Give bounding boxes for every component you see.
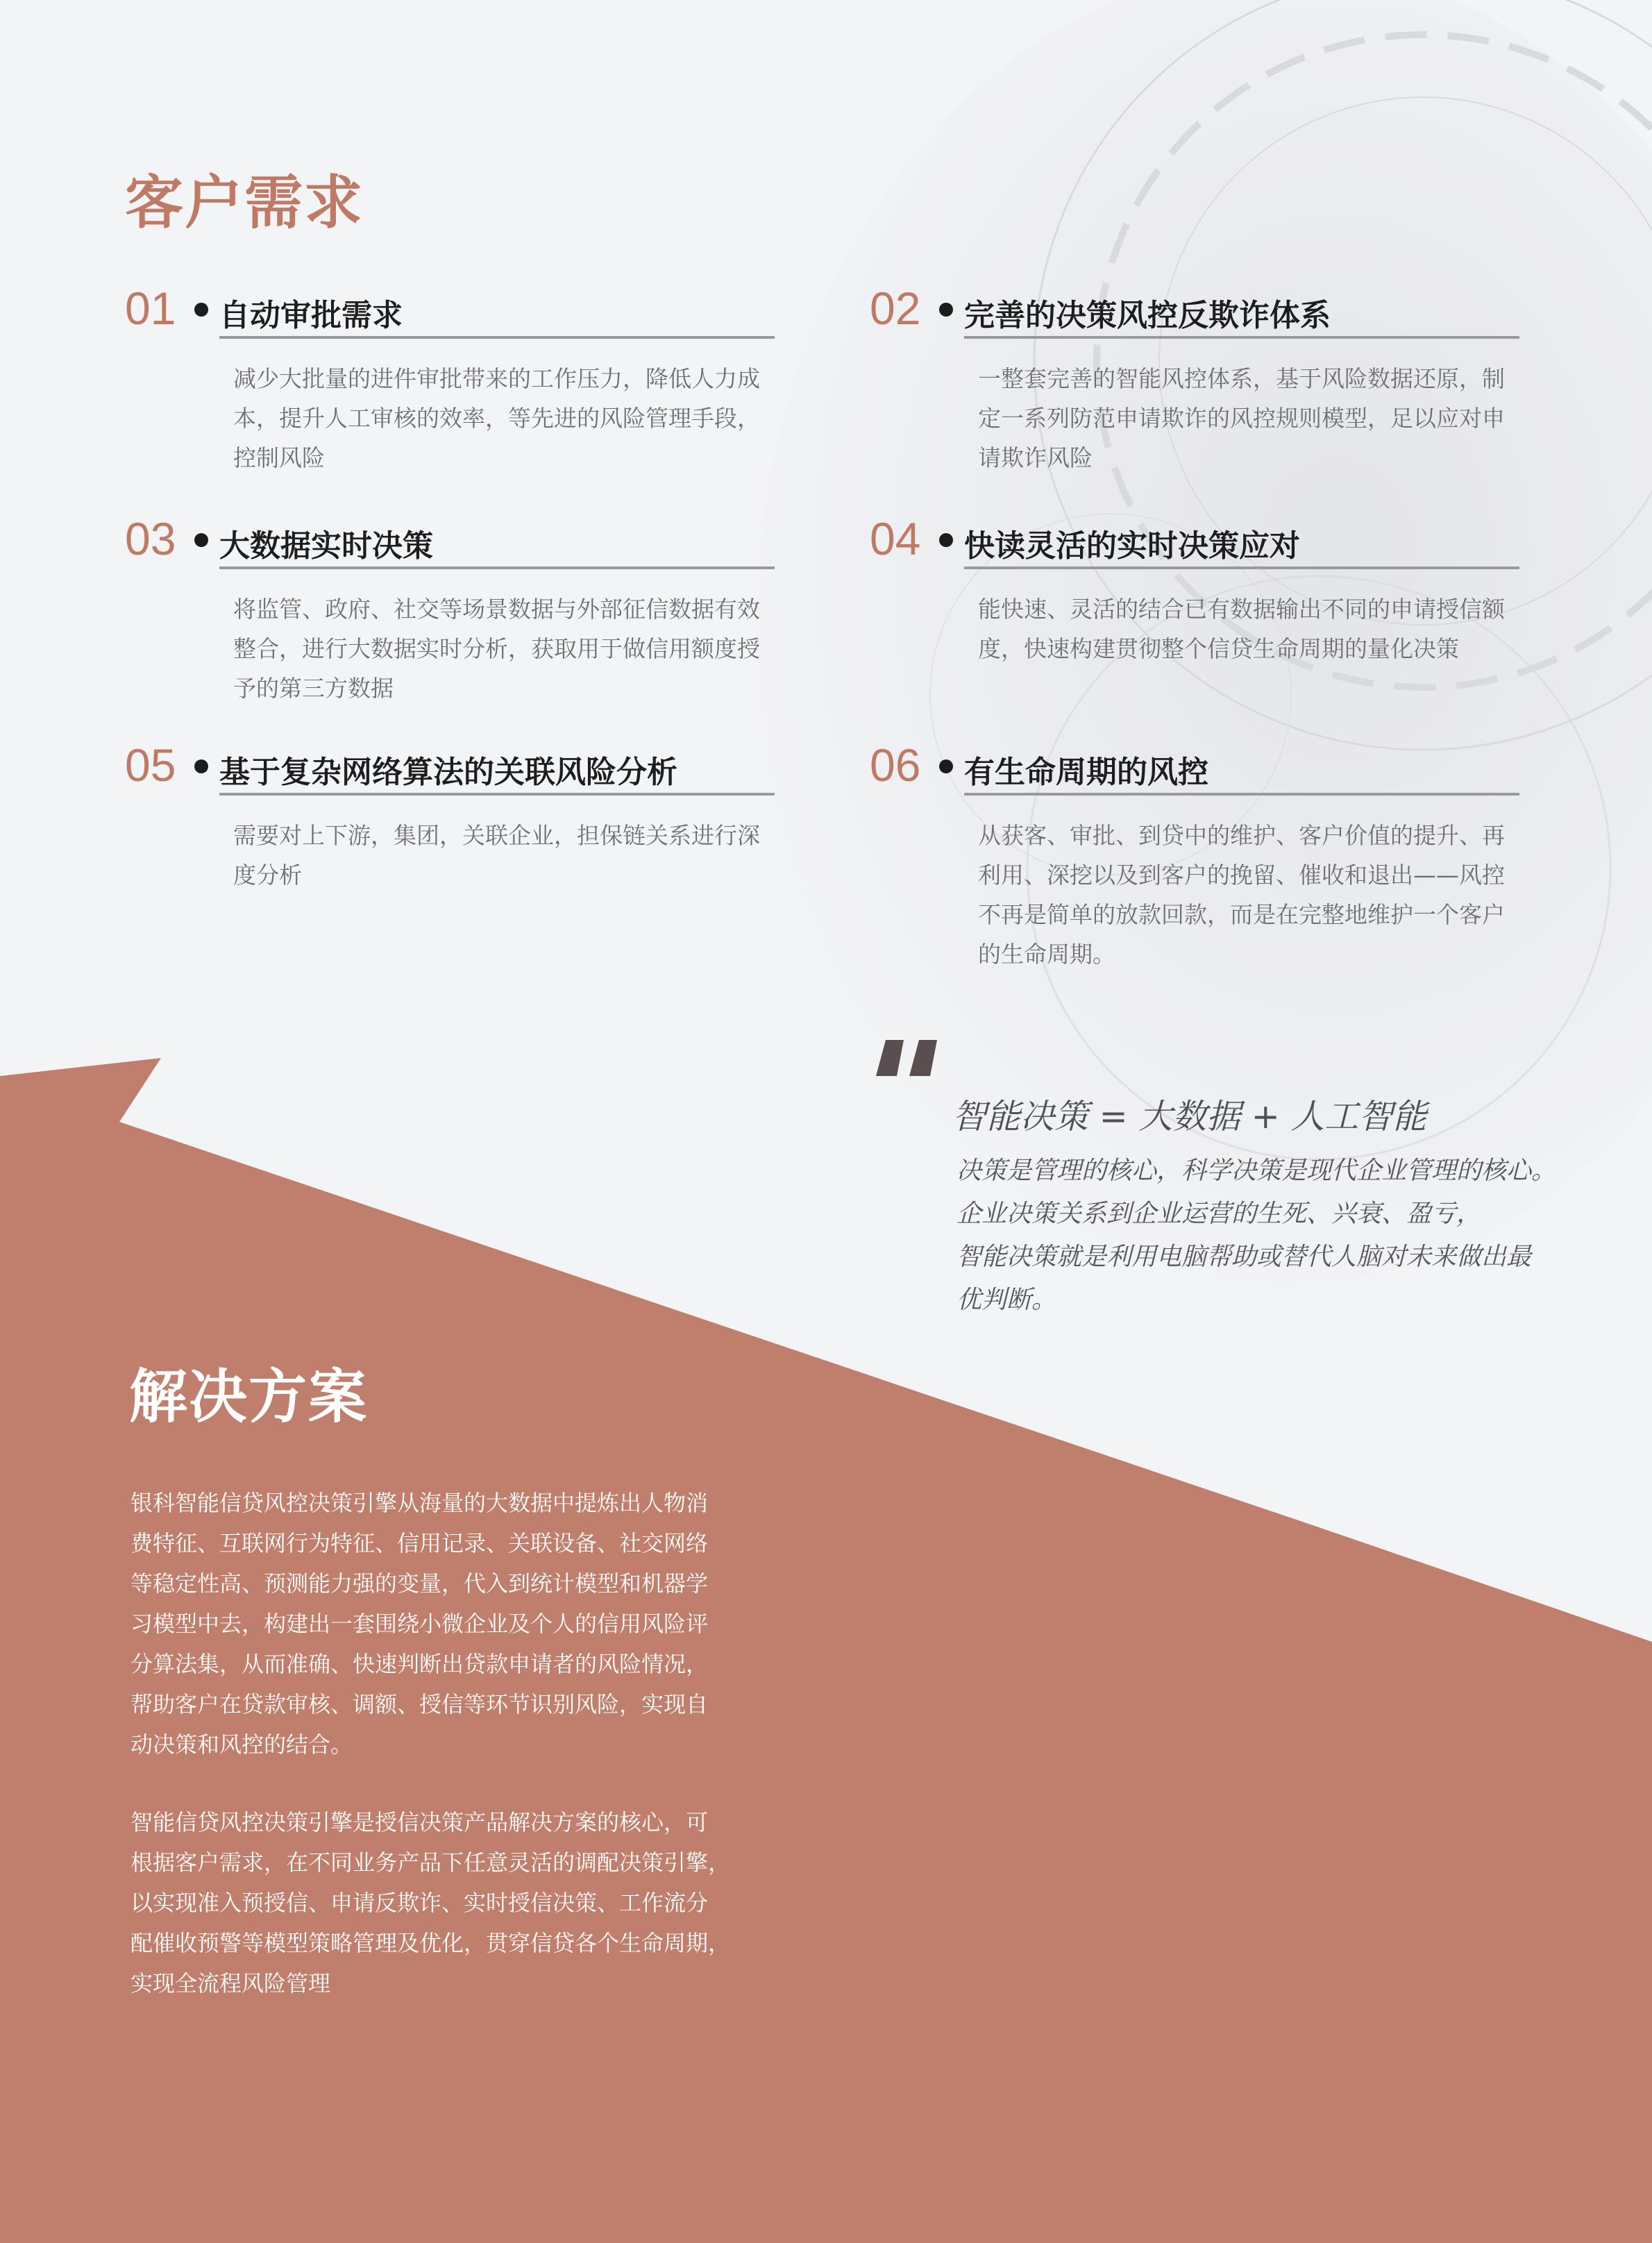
need-number: 06 bbox=[870, 739, 921, 791]
quote-mark-icon bbox=[876, 1040, 943, 1076]
need-title: 有生命周期的风控 bbox=[964, 755, 1208, 790]
need-description-line: 度分析 bbox=[233, 862, 302, 889]
need-title: 基于复杂网络算法的关联风险分析 bbox=[219, 755, 677, 790]
need-description-line: 控制风险 bbox=[233, 444, 325, 471]
need-description bbox=[233, 359, 782, 478]
quote-text bbox=[956, 1150, 1581, 1322]
need-description bbox=[978, 359, 1526, 478]
quote-line: 优判断。 bbox=[956, 1286, 1057, 1314]
need-heading bbox=[964, 280, 1519, 339]
need-description bbox=[978, 816, 1526, 974]
need-title: 自动审批需求 bbox=[219, 298, 403, 333]
solution-line: 习模型中去，构建出一套围绕小微企业及个人的信用风险评 bbox=[130, 1611, 709, 1637]
solution-section-title: 解决方案 bbox=[129, 1363, 369, 1431]
need-description-line: 需要对上下游，集团，关联企业，担保链关系进行深 bbox=[233, 822, 760, 849]
need-heading bbox=[219, 280, 775, 339]
solution-line: 等稳定性高、预测能力强的变量，代入到统计模型和机器学 bbox=[130, 1570, 709, 1597]
needs-section-title: 客户需求 bbox=[125, 169, 364, 237]
need-number: 02 bbox=[870, 283, 921, 334]
need-title: 快读灵活的实时决策应对 bbox=[964, 528, 1300, 564]
need-heading bbox=[219, 511, 775, 569]
bullet-dot-icon bbox=[194, 759, 208, 773]
bullet-dot-icon bbox=[194, 303, 208, 317]
solution-line: 银科智能信贷风控决策引擎从海量的大数据中提炼出人物消 bbox=[130, 1490, 709, 1516]
need-description-line: 将监管、政府、社交等场景数据与外部征信数据有效 bbox=[233, 596, 760, 623]
need-description-line: 利用、深挖以及到客户的挽留、催收和退出——风控 bbox=[978, 862, 1505, 889]
solution-line: 分算法集，从而准确、快速判断出贷款申请者的风险情况， bbox=[130, 1651, 709, 1677]
need-heading bbox=[964, 737, 1519, 796]
solution-paragraph-2 bbox=[130, 1802, 755, 2003]
solution-line: 实现全流程风险管理 bbox=[130, 1970, 331, 1997]
solution-paragraph-1 bbox=[130, 1483, 755, 1765]
solution-line: 以实现准入预授信、申请反欺诈、实时授信决策、工作流分 bbox=[130, 1890, 709, 1916]
need-description-line: 减少大批量的进件审批带来的工作压力，降低人力成 bbox=[233, 365, 760, 392]
solution-line: 根据客户需求，在不同业务产品下任意灵活的调配决策引擎， bbox=[130, 1849, 731, 1876]
solution-line: 智能信贷风控决策引擎是授信决策产品解决方案的核心，可 bbox=[130, 1809, 709, 1835]
need-description bbox=[233, 816, 782, 895]
quote-title: 智能决策 = 大数据 + 人工智能 bbox=[952, 1097, 1427, 1136]
need-description-line: 从获客、审批、到贷中的维护、客户价值的提升、再 bbox=[978, 822, 1505, 849]
need-title: 完善的决策风控反欺诈体系 bbox=[964, 298, 1331, 333]
need-heading bbox=[219, 737, 775, 796]
need-description-line: 一整套完善的智能风控体系，基于风险数据还原，制 bbox=[978, 365, 1505, 392]
need-number: 03 bbox=[125, 513, 176, 564]
quote-line: 决策是管理的核心，科学决策是现代企业管理的核心。 bbox=[956, 1157, 1557, 1185]
solution-line: 配催收预警等模型策略管理及优化，贯穿信贷各个生命周期， bbox=[130, 1930, 731, 1956]
need-description-line: 予的第三方数据 bbox=[233, 675, 394, 702]
bullet-dot-icon bbox=[939, 303, 953, 317]
solution-line: 动决策和风控的结合。 bbox=[130, 1731, 353, 1758]
bullet-dot-icon bbox=[939, 759, 953, 773]
need-description-line: 本，提升人工审核的效率，等先进的风险管理手段， bbox=[233, 405, 760, 432]
need-description-line: 的生命周期。 bbox=[978, 941, 1115, 968]
solution-line: 帮助客户在贷款审核、调额、授信等环节识别风险，实现自 bbox=[130, 1691, 709, 1717]
bullet-dot-icon bbox=[194, 533, 208, 547]
need-number: 01 bbox=[125, 283, 176, 334]
need-description-line: 不再是简单的放款回款，而是在完整地维护一个客户 bbox=[978, 901, 1505, 928]
need-description-line: 整合，进行大数据实时分析，获取用于做信用额度授 bbox=[233, 635, 760, 662]
need-description bbox=[233, 589, 782, 708]
bullet-dot-icon bbox=[939, 533, 953, 547]
need-number: 05 bbox=[125, 739, 176, 791]
need-description-line: 请欺诈风险 bbox=[978, 444, 1093, 471]
quote-line: 企业决策关系到企业运营的生死、兴衰、盈亏， bbox=[956, 1200, 1482, 1228]
solution-line: 费特征、互联网行为特征、信用记录、关联设备、社交网络 bbox=[130, 1530, 709, 1556]
need-heading bbox=[964, 511, 1519, 569]
need-title: 大数据实时决策 bbox=[219, 528, 433, 564]
need-number: 04 bbox=[870, 513, 921, 564]
need-description-line: 能快速、灵活的结合已有数据输出不同的申请授信额 bbox=[978, 596, 1505, 623]
need-description-line: 度，快速构建贯彻整个信贷生命周期的量化决策 bbox=[978, 635, 1459, 662]
need-description-line: 定一系列防范申请欺诈的风控规则模型，足以应对申 bbox=[978, 405, 1505, 432]
need-description bbox=[978, 589, 1526, 669]
quote-line: 智能决策就是利用电脑帮助或替代人脑对未来做出最 bbox=[956, 1243, 1532, 1271]
